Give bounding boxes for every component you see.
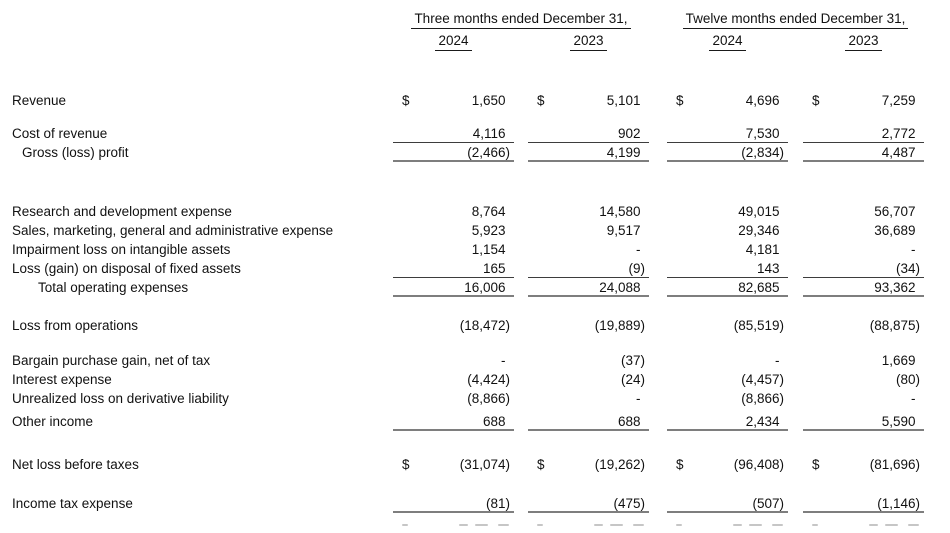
period-header-twelve-months <box>667 11 924 29</box>
value-text: 4,487 <box>881 145 916 160</box>
value-text: 902 <box>617 126 641 141</box>
clipped-value-marks <box>393 522 514 528</box>
value-text: (24) <box>620 372 645 387</box>
year-header-row <box>0 33 950 51</box>
value-cell <box>528 316 649 335</box>
value-cell <box>528 278 649 297</box>
value-cell <box>803 494 924 513</box>
dollar-sign: $ <box>537 457 545 472</box>
row-label: Sales, marketing, general and administrative expense <box>12 223 334 238</box>
table-row <box>0 370 950 389</box>
value-text: 24,088 <box>599 280 641 295</box>
clipped-value-marks <box>667 522 788 528</box>
table-row <box>0 202 950 221</box>
row-label: Unrealized loss on derivative liability <box>12 391 229 406</box>
value-cell <box>803 370 924 389</box>
value-text: 14,580 <box>599 204 641 219</box>
value-text: 16,006 <box>464 280 506 295</box>
value-cell <box>803 259 924 278</box>
value-cell <box>667 389 788 408</box>
value-text: 4,199 <box>606 145 641 160</box>
value-text: (18,472) <box>459 318 510 333</box>
value-cell <box>803 455 924 474</box>
value-cell <box>393 351 514 370</box>
value-cell <box>393 124 514 143</box>
value-text: 2,772 <box>881 126 916 141</box>
value-cell <box>667 316 788 335</box>
value-cell <box>528 91 649 110</box>
value-cell <box>667 91 788 110</box>
value-text: 56,707 <box>874 204 916 219</box>
clipped-next-row <box>0 522 950 528</box>
value-cell <box>393 259 514 278</box>
value-cell <box>667 259 788 278</box>
table-row <box>0 351 950 370</box>
value-text: 36,689 <box>874 223 916 238</box>
dollar-sign: $ <box>676 93 684 108</box>
value-text: 7,259 <box>881 93 916 108</box>
row-label: Loss from operations <box>12 318 139 333</box>
value-cell <box>528 389 649 408</box>
table-row <box>0 240 950 259</box>
value-text: - <box>636 242 641 257</box>
value-text: (475) <box>613 496 645 511</box>
value-text: (19,262) <box>594 457 645 472</box>
value-cell <box>528 412 649 431</box>
row-label: Gross (loss) profit <box>22 145 129 160</box>
value-cell <box>803 91 924 110</box>
row-label: Bargain purchase gain, net of tax <box>12 353 211 368</box>
value-cell <box>667 221 788 240</box>
value-text: (81) <box>485 496 510 511</box>
value-text: 49,015 <box>738 204 780 219</box>
value-cell <box>667 124 788 143</box>
value-cell <box>393 412 514 431</box>
table-row <box>0 316 950 335</box>
value-text: - <box>911 391 916 406</box>
value-text: 93,362 <box>874 280 916 295</box>
period-title: Twelve months ended December 31, <box>683 11 909 29</box>
value-text: (85,519) <box>733 318 784 333</box>
value-cell <box>393 240 514 259</box>
value-cell <box>528 494 649 513</box>
dollar-sign: $ <box>812 93 820 108</box>
value-cell <box>803 278 924 297</box>
value-cell <box>393 278 514 297</box>
value-text: (8,866) <box>467 391 510 406</box>
row-label: Net loss before taxes <box>12 457 139 472</box>
table-row <box>0 412 950 431</box>
row-label: Interest expense <box>12 372 112 387</box>
value-cell <box>803 240 924 259</box>
value-cell <box>528 455 649 474</box>
year-header-twelve-months-2024: 2024 <box>667 33 788 51</box>
table-body <box>0 91 950 513</box>
value-cell <box>393 389 514 408</box>
period-header-three-months <box>393 11 649 29</box>
row-label: Other income <box>12 414 94 429</box>
value-text: (31,074) <box>459 457 510 472</box>
value-cell <box>803 412 924 431</box>
value-cell <box>667 370 788 389</box>
value-cell <box>393 202 514 221</box>
value-text: (8,866) <box>741 391 784 406</box>
value-cell <box>667 455 788 474</box>
value-cell <box>528 202 649 221</box>
row-label: Income tax expense <box>12 496 133 511</box>
table-row <box>0 143 950 162</box>
value-cell <box>803 351 924 370</box>
row-label: Total operating expenses <box>38 280 189 295</box>
table-row <box>0 494 950 513</box>
year-header-twelve-months-2023: 2023 <box>803 33 924 51</box>
value-cell <box>528 370 649 389</box>
value-cell <box>528 259 649 278</box>
value-text: 5,101 <box>606 93 641 108</box>
value-text: 4,116 <box>472 126 506 141</box>
value-text: (507) <box>752 496 784 511</box>
value-cell <box>528 221 649 240</box>
value-cell <box>667 278 788 297</box>
dollar-sign: $ <box>402 457 410 472</box>
value-cell <box>393 91 514 110</box>
table-row <box>0 278 950 297</box>
row-label: Revenue <box>12 93 67 108</box>
table-row <box>0 91 950 110</box>
row-label: Research and development expense <box>12 204 232 219</box>
value-cell <box>528 124 649 143</box>
value-cell <box>803 143 924 162</box>
table-row <box>0 124 950 143</box>
value-cell <box>667 202 788 221</box>
row-label: Loss (gain) on disposal of fixed assets <box>12 261 241 276</box>
value-text: 82,685 <box>738 280 780 295</box>
value-cell <box>803 316 924 335</box>
row-label: Impairment loss on intangible assets <box>12 242 231 257</box>
value-text: - <box>775 353 780 368</box>
value-text: (4,457) <box>741 372 784 387</box>
value-text: 5,923 <box>471 223 506 238</box>
period-title: Three months ended December 31, <box>411 11 630 29</box>
label-column-spacer <box>0 11 381 29</box>
value-cell <box>393 494 514 513</box>
value-text: (80) <box>895 372 920 387</box>
value-text: (19,889) <box>594 318 645 333</box>
clipped-value-marks <box>803 522 924 528</box>
value-text: 143 <box>756 261 780 276</box>
value-text: - <box>911 242 916 257</box>
year-header-three-months-2024: 2024 <box>393 33 514 51</box>
value-text: (9) <box>628 261 645 276</box>
value-text: 4,181 <box>745 242 780 257</box>
label-column-spacer <box>0 33 381 51</box>
value-cell <box>393 221 514 240</box>
value-text: (37) <box>620 353 645 368</box>
value-text: (88,875) <box>869 318 920 333</box>
value-text: 2,434 <box>745 414 780 429</box>
value-text: (2,466) <box>467 145 510 160</box>
value-text: 4,696 <box>745 93 780 108</box>
value-cell <box>393 143 514 162</box>
value-cell <box>667 351 788 370</box>
value-cell <box>528 351 649 370</box>
value-text: 1,650 <box>471 93 506 108</box>
period-header-row <box>0 0 950 29</box>
value-text: (96,408) <box>733 457 784 472</box>
value-text: (1,146) <box>877 496 920 511</box>
value-text: 8,764 <box>471 204 506 219</box>
value-cell <box>667 240 788 259</box>
value-text: (4,424) <box>467 372 510 387</box>
clipped-value-marks <box>528 522 649 528</box>
value-cell <box>667 494 788 513</box>
table-row <box>0 389 950 408</box>
value-cell <box>528 240 649 259</box>
value-text: 1,669 <box>881 353 916 368</box>
value-text: (2,834) <box>741 145 784 160</box>
value-cell <box>803 124 924 143</box>
value-text: 165 <box>482 261 506 276</box>
table-row <box>0 259 950 278</box>
row-label: Cost of revenue <box>12 126 108 141</box>
table-row <box>0 221 950 240</box>
table-row <box>0 455 950 474</box>
value-text: (81,696) <box>869 457 920 472</box>
value-cell <box>393 316 514 335</box>
value-cell <box>803 221 924 240</box>
value-cell <box>667 143 788 162</box>
value-cell <box>803 389 924 408</box>
value-cell <box>667 412 788 431</box>
value-text: 1,154 <box>471 242 506 257</box>
dollar-sign: $ <box>402 93 410 108</box>
value-text: - <box>501 353 506 368</box>
value-cell <box>528 143 649 162</box>
value-cell <box>393 455 514 474</box>
value-text: 29,346 <box>738 223 780 238</box>
value-text: 688 <box>482 414 506 429</box>
value-text: 688 <box>617 414 641 429</box>
value-text: (34) <box>895 261 920 276</box>
clipped-label <box>0 522 381 528</box>
value-cell <box>803 202 924 221</box>
dollar-sign: $ <box>676 457 684 472</box>
dollar-sign: $ <box>812 457 820 472</box>
value-text: 9,517 <box>606 223 641 238</box>
dollar-sign: $ <box>537 93 545 108</box>
value-text: 7,530 <box>745 126 780 141</box>
value-cell <box>393 370 514 389</box>
value-text: 5,590 <box>881 414 916 429</box>
value-text: - <box>636 391 641 406</box>
year-header-three-months-2023: 2023 <box>528 33 649 51</box>
